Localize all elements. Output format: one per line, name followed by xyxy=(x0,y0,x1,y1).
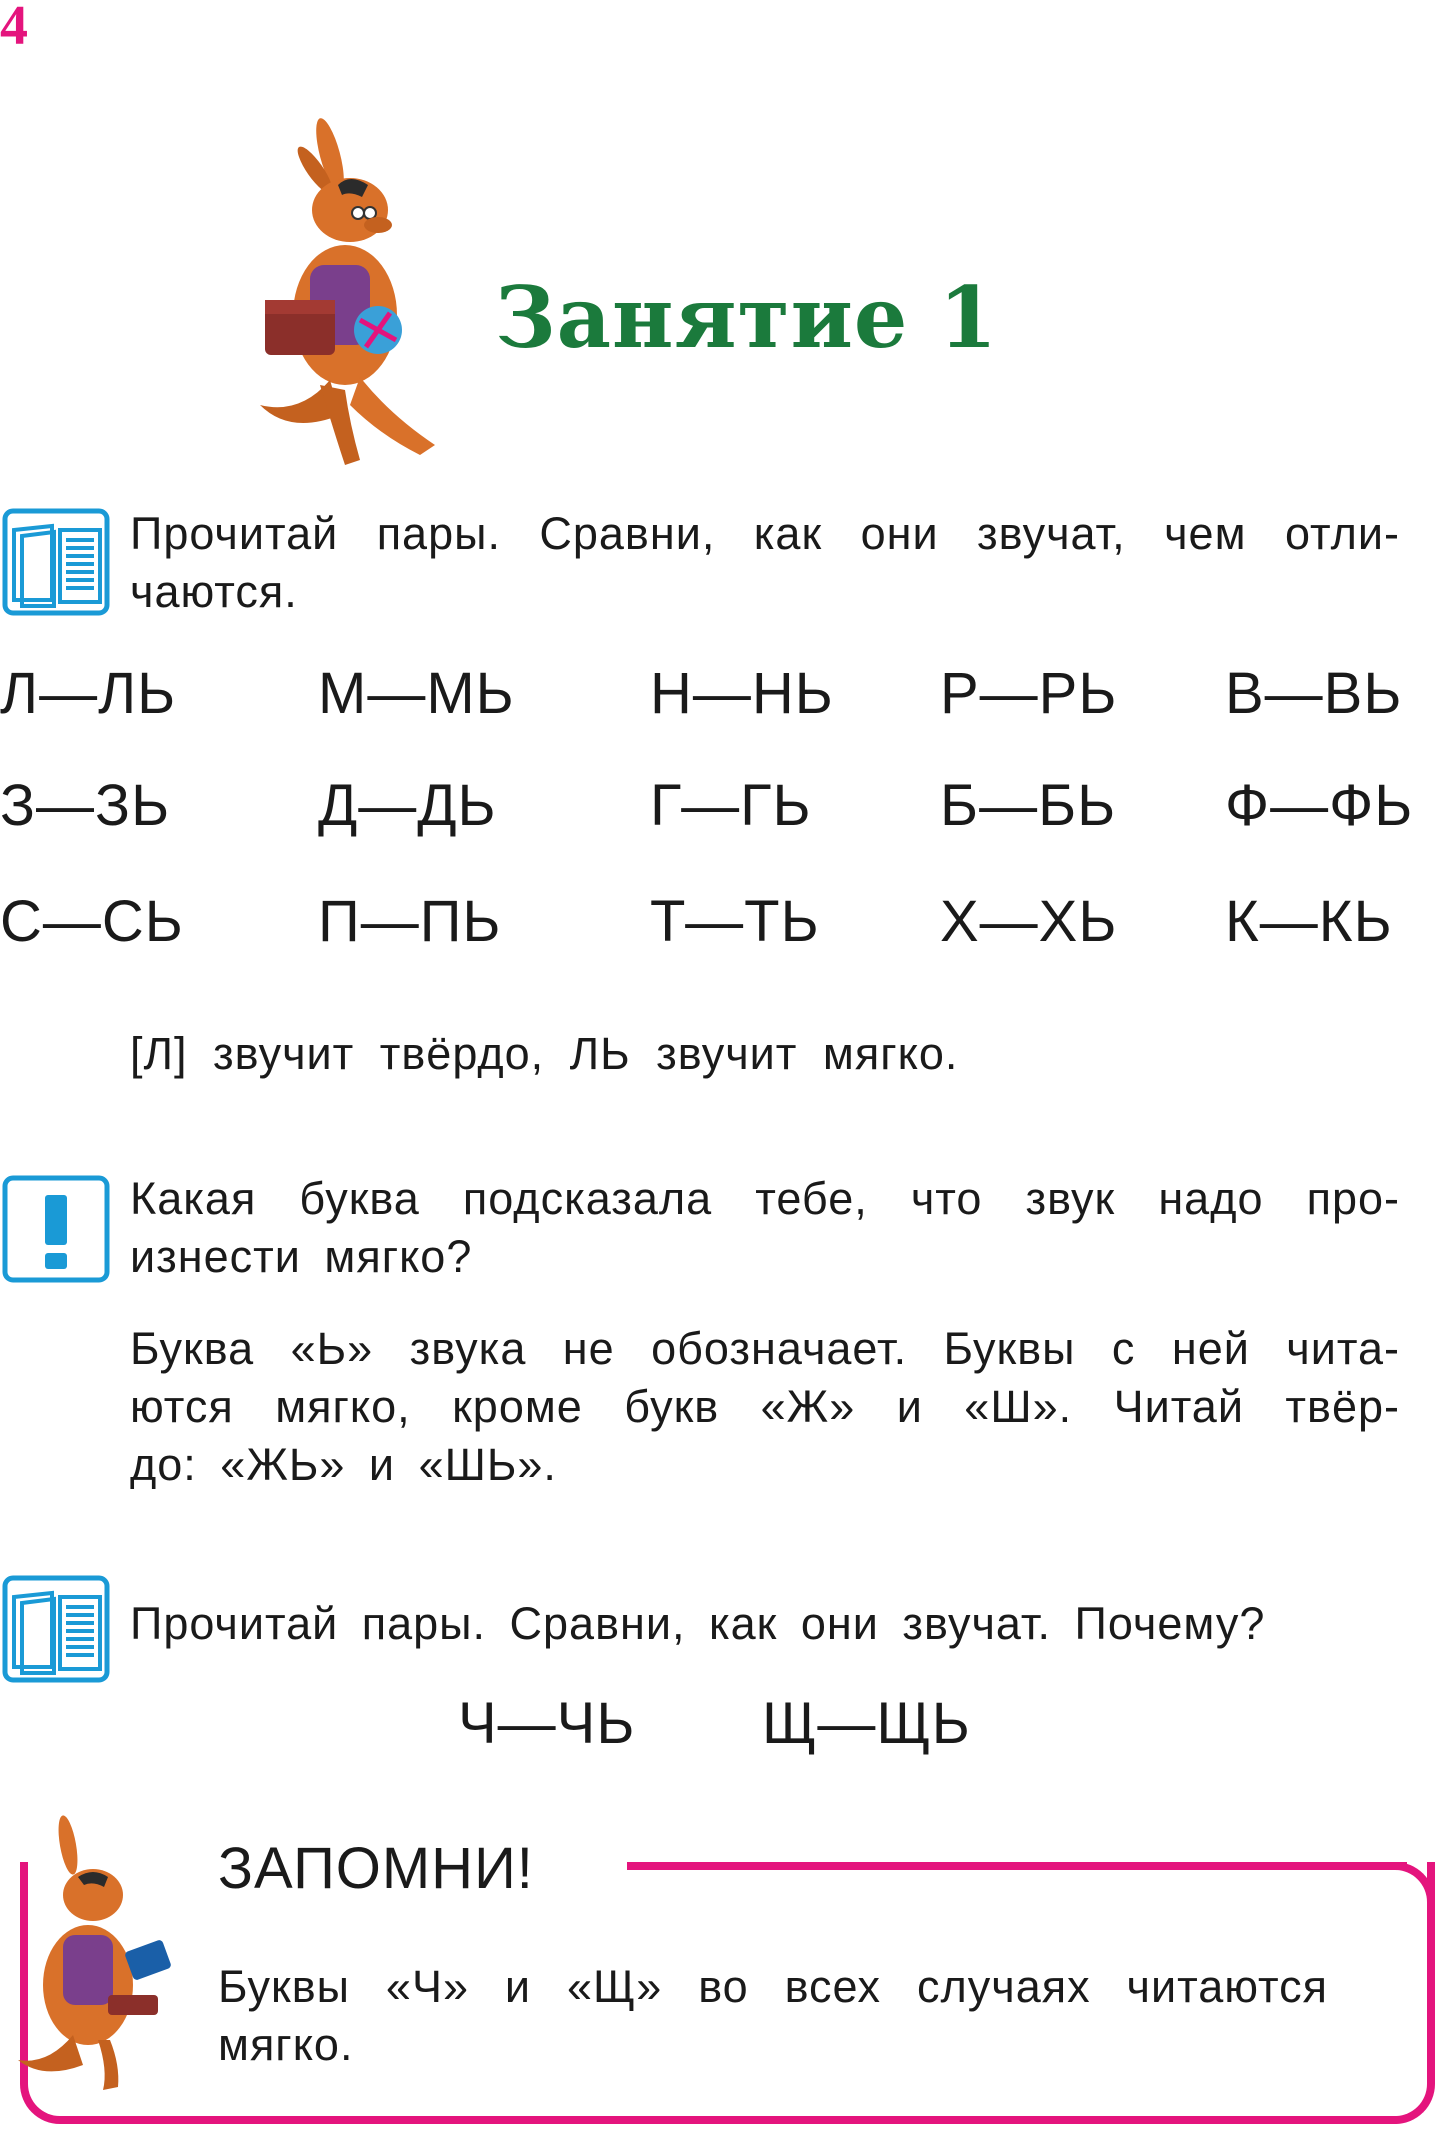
letter-pair: Х—ХЬ xyxy=(940,889,1118,954)
letter-pair: Н—НЬ xyxy=(650,661,834,726)
lesson-title: Занятие 1 xyxy=(495,268,999,367)
remember-box-top-line xyxy=(627,1862,1407,1870)
letter-pair: Щ—ЩЬ xyxy=(762,1691,971,1756)
letter-pair: Д—ДЬ xyxy=(318,773,497,838)
letter-pair: Л—ЛЬ xyxy=(0,661,177,726)
letter-pair: Ф—ФЬ xyxy=(1225,773,1414,838)
letter-pair: Т—ТЬ xyxy=(650,889,820,954)
pairs-row-3 xyxy=(0,888,1445,968)
question-2-line2: изнести мягко? xyxy=(130,1231,473,1282)
instruction-1 xyxy=(130,505,1400,621)
page-number: 4 xyxy=(0,0,28,57)
letter-pair: К—КЬ xyxy=(1225,889,1393,954)
explanation-2-line3: до: «ЖЬ» и «ШЬ». xyxy=(130,1439,557,1490)
explanation-2-line2: ются мягко, кроме букв «Ж» и «Ш». Читай твёр- xyxy=(130,1381,1400,1432)
letter-pair: Б—БЬ xyxy=(940,773,1117,838)
letter-pair: Ч—ЧЬ xyxy=(458,1691,636,1756)
pairs-row-1 xyxy=(0,660,1445,740)
book-icon xyxy=(2,1575,110,1683)
book-icon xyxy=(2,508,110,616)
hard-soft-note: [Л] звучит твёрдо, ЛЬ звучит мягко. xyxy=(130,1028,959,1079)
instruction-3: Прочитай пары. Сравни, как они звучат. Почему? xyxy=(130,1598,1266,1649)
letter-pair: П—ПЬ xyxy=(318,889,502,954)
exclamation-icon xyxy=(2,1175,110,1283)
kangaroo-illustration xyxy=(250,115,450,475)
explanation-2-line1: Буква «Ь» звука не обозначает. Буквы с ней чита- xyxy=(130,1323,1400,1374)
kangaroo-small-illustration xyxy=(8,1815,188,2095)
letter-pair: З—ЗЬ xyxy=(0,773,171,838)
letter-pair: Р—РЬ xyxy=(940,661,1118,726)
question-2 xyxy=(130,1170,1400,1286)
remember-title: ЗАПОМНИ! xyxy=(218,1836,534,1901)
remember-text-line1: Буквы «Ч» и «Щ» во всех случаях читаются xyxy=(218,1961,1328,2012)
question-2-line1: Какая буква подсказала тебе, что звук надо про- xyxy=(130,1173,1400,1224)
instruction-1-line2: чаются. xyxy=(130,566,298,617)
letter-pair: Г—ГЬ xyxy=(650,773,812,838)
instruction-1-line1: Прочитай пары. Сравни, как они звучат, чем отли- xyxy=(130,508,1400,559)
explanation-2 xyxy=(130,1320,1400,1494)
remember-text-line2: мягко. xyxy=(218,2019,354,2070)
pairs-row-2 xyxy=(0,772,1445,852)
remember-text xyxy=(218,1958,1328,2074)
letter-pair: С—СЬ xyxy=(0,889,184,954)
letter-pair: В—ВЬ xyxy=(1225,661,1403,726)
letter-pair: М—МЬ xyxy=(318,661,515,726)
